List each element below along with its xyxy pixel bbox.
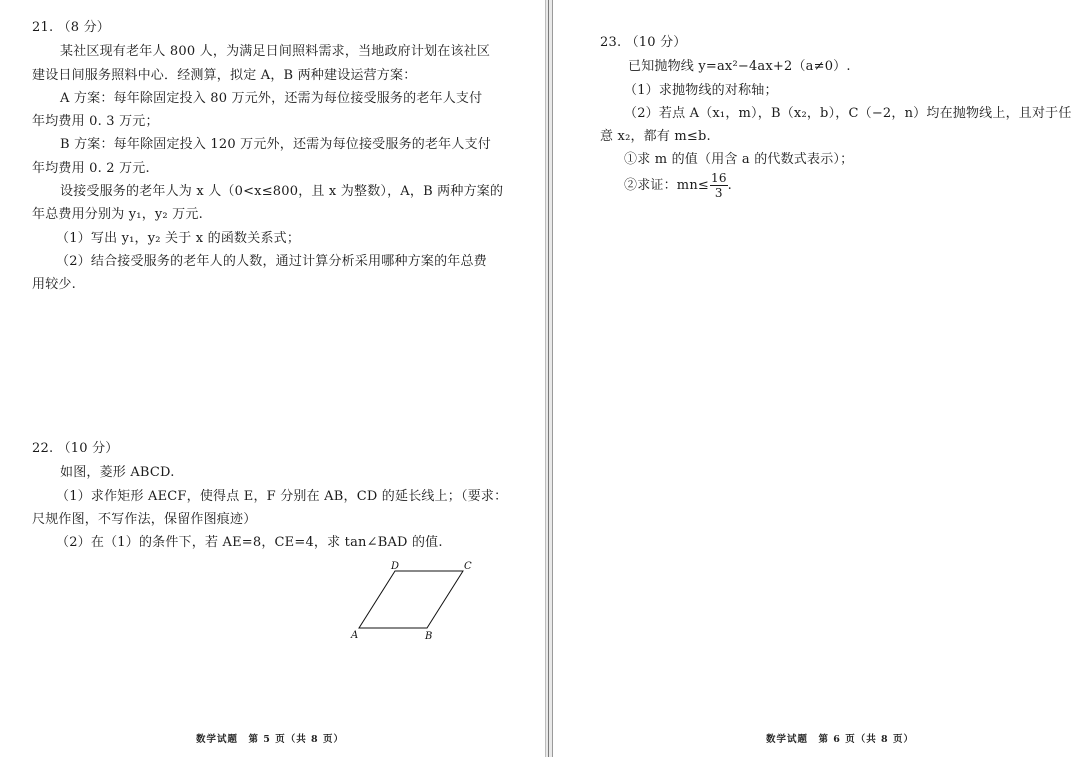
q21-part-2: （2）结合接受服务的老年人的人数，通过计算分析采用哪种方案的年总费 [56, 253, 487, 269]
rhombus-abcd [359, 571, 463, 628]
vertex-label-d: D [391, 561, 400, 572]
page-gutter [545, 0, 553, 757]
q23-part-1: （1）求抛物线的对称轴； [624, 82, 778, 98]
q22-header: 22. （10 分） [32, 441, 119, 456]
q21-line: 某社区现有老年人 800 人，为满足日间照料需求，当地政府计划在该社区 [60, 44, 491, 60]
q21-line: B 方案：每年除固定投入 120 万元外，还需为每位接受服务的老年人支付 [60, 137, 491, 153]
q22-part-1: （1）求作矩形 AECF，使得点 E，F 分别在 AB，CD 的延长线上；（要求： [56, 488, 508, 504]
page-footer-right: 数学试题 第 6 页（共 8 页） [766, 734, 914, 745]
q23-proof-suffix: . [727, 177, 733, 193]
q21-line: 设接受服务的老年人为 x 人（0<x≤800，且 x 为整数），A，B 两种方案的 [60, 184, 504, 200]
gutter-line [548, 0, 549, 757]
q23-proof-line [624, 172, 732, 199]
q22-part-2: （2）在（1）的条件下，若 AE=8，CE=4，求 tan∠BAD 的值. [56, 535, 443, 551]
q21-line: 年总费用分别为 y₁，y₂ 万元. [32, 207, 203, 223]
fraction-denominator: 3 [714, 185, 723, 200]
q23-line: 意 x₂，都有 m≤b. [600, 129, 711, 145]
q21-line: 年均费用 0. 3 万元； [32, 114, 159, 130]
q23-subpart-1: ①求 m 的值（用含 a 的代数式表示）； [624, 152, 854, 168]
q21-line: 建设日间服务照料中心．经测算，拟定 A，B 两种建设运营方案： [32, 67, 417, 83]
question-23 [600, 31, 1072, 200]
q21-line: A 方案：每年除固定投入 80 万元外，还需为每位接受服务的老年人支付 [60, 90, 483, 106]
rhombus-figure [340, 555, 490, 645]
q23-header: 23. （10 分） [600, 35, 687, 50]
q23-subpart-2 [600, 172, 1060, 199]
q21-header: 21. （8 分） [32, 20, 111, 35]
q23-line: 已知抛物线 y=ax²−4ax+2（a≠0）. [628, 59, 851, 75]
page-footer-left: 数学试题 第 5 页（共 8 页） [196, 734, 344, 745]
q21-line: 年均费用 0. 2 万元. [32, 160, 150, 176]
question-21 [32, 16, 502, 297]
q21-line: 用较少. [32, 277, 76, 293]
fraction [710, 172, 728, 199]
vertex-label-a: A [351, 630, 359, 641]
q22-line: 尺规作图，不写作法，保留作图痕迹） [32, 511, 257, 527]
q21-part-1: （1）写出 y₁，y₂ 关于 x 的函数关系式； [56, 230, 301, 246]
vertex-label-c: C [464, 561, 472, 572]
vertex-label-b: B [425, 631, 433, 642]
q23-proof-prefix: ②求证：mn≤ [624, 177, 709, 193]
rhombus-svg [340, 555, 490, 645]
question-22 [32, 437, 508, 554]
q23-part-2: （2）若点 A（x₁，m），B（x₂，b），C（−2，n）均在抛物线上，且对于任 [624, 105, 1072, 121]
fraction-numerator: 16 [711, 170, 727, 185]
q22-line: 如图，菱形 ABCD. [60, 465, 175, 481]
